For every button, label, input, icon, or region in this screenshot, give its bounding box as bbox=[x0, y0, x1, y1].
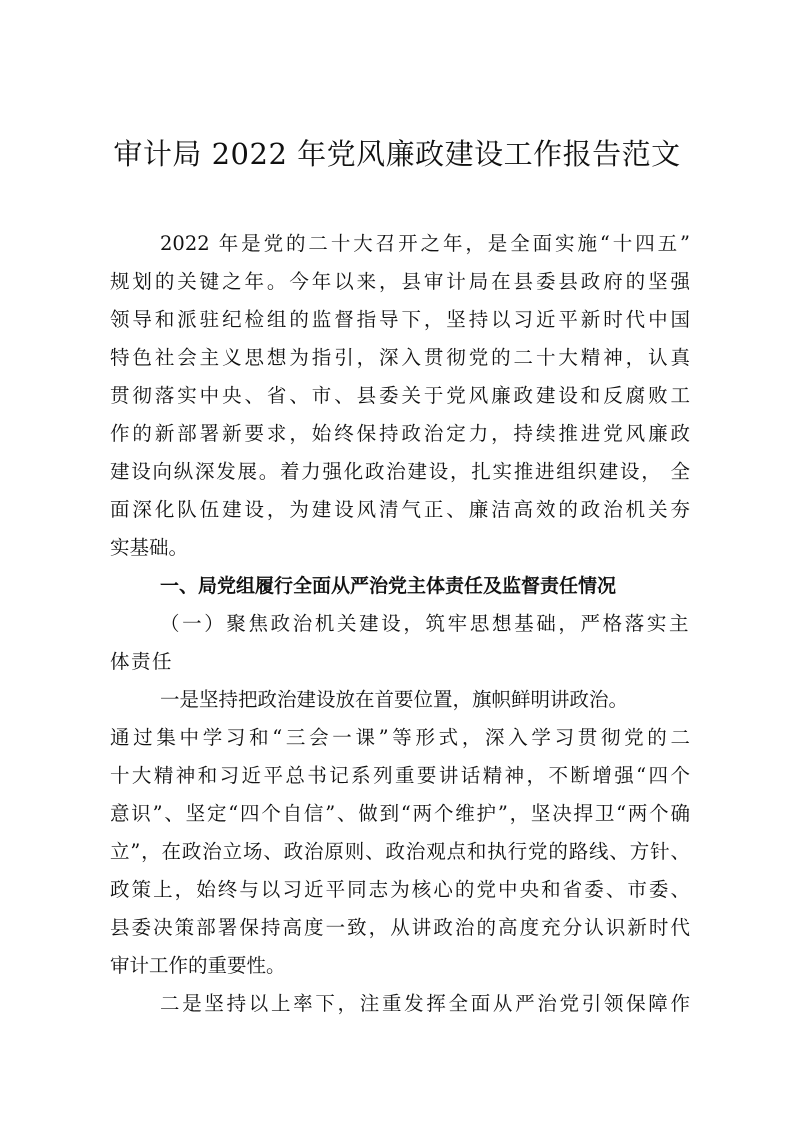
paragraph-line: 二是坚持以上率下，注重发挥全面从严治党引领保障作 bbox=[160, 992, 690, 1015]
paragraph-line: 作的新部署新要求，始终保持政治定力，持续推进党风廉政 bbox=[110, 422, 690, 445]
section-heading: 一、局党组履行全面从严治党主体责任及监督责任情况 bbox=[160, 575, 617, 597]
paragraph-line: 立”，在政治立场、政治原则、政治观点和执行党的路线、方针、 bbox=[110, 840, 690, 863]
paragraph-line: 实基础。 bbox=[110, 536, 189, 559]
subsection-heading: 体责任 bbox=[110, 650, 174, 673]
paragraph-line: 规划的关键之年。今年以来，县审计局在县委县政府的坚强 bbox=[110, 270, 690, 293]
paragraph-line: 特色社会主义思想为指引，深入贯彻党的二十大精神，认真 bbox=[110, 346, 690, 369]
paragraph-line: 贯彻落实中央、省、市、县委关于党风廉政建设和反腐败工 bbox=[110, 384, 690, 407]
paragraph-line: 政策上，始终与以习近平同志为核心的党中央和省委、市委、 bbox=[110, 878, 690, 901]
paragraph-line: 2022 年是党的二十大召开之年，是全面实施“十四五” bbox=[160, 232, 690, 255]
paragraph-line: 面深化队伍建设，为建设风清气正、廉洁高效的政治机关夯 bbox=[110, 498, 690, 521]
paragraph-line: 建设向纵深发展。着力强化政治建设，扎实推进组织建设， 全 bbox=[110, 460, 690, 483]
paragraph-line: 通过集中学习和“三会一课”等形式，深入学习贯彻党的二 bbox=[110, 726, 690, 749]
paragraph-line: 审计工作的重要性。 bbox=[110, 954, 286, 977]
document-title: 审计局 2022 年党风廉政建设工作报告范文 bbox=[113, 137, 681, 171]
paragraph-line: 领导和派驻纪检组的监督指导下，坚持以习近平新时代中国 bbox=[110, 308, 690, 331]
paragraph-line: 十大精神和习近平总书记系列重要讲话精神，不断增强“四个 bbox=[110, 764, 690, 787]
paragraph-line: 一是坚持把政治建设放在首要位置，旗帜鲜明讲政治。 bbox=[160, 688, 629, 711]
subsection-heading: （一）聚焦政治机关建设，筑牢思想基础，严格落实主 bbox=[160, 612, 690, 635]
paragraph-line: 意识”、坚定“四个自信”、做到“两个维护”，坚决捍卫“两个确 bbox=[110, 802, 690, 825]
paragraph-line: 县委决策部署保持高度一致，从讲政治的高度充分认识新时代 bbox=[110, 916, 690, 939]
